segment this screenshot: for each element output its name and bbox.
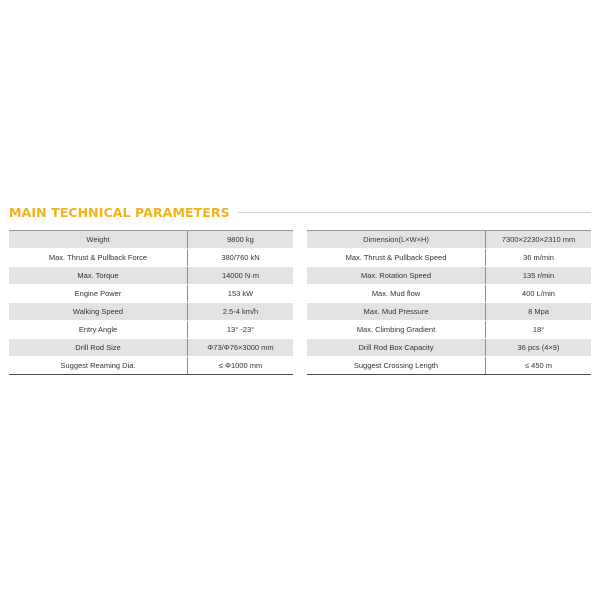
parameter-label: Max. Thrust & Pullback Force xyxy=(9,249,188,266)
table-row xyxy=(307,231,591,249)
section-header xyxy=(9,203,591,221)
parameter-label: Max. Torque xyxy=(9,267,188,284)
parameter-label: Weight xyxy=(9,231,188,248)
table-row xyxy=(307,357,591,374)
tables-container xyxy=(9,230,591,375)
parameter-label: Walking Speed xyxy=(9,303,188,320)
parameter-value: 36 pcs (4×9) xyxy=(517,343,560,352)
parameter-value: 9800 kg xyxy=(227,235,254,244)
parameter-value: 400 L/min xyxy=(522,289,555,298)
parameter-label: Max. Mud flow xyxy=(307,285,486,302)
table-row xyxy=(9,303,293,321)
parameter-value: 36 m/min xyxy=(523,253,554,262)
parameter-label: Engine Power xyxy=(9,285,188,302)
parameter-value: 153 kW xyxy=(227,289,254,298)
parameter-value: ≤ 450 m xyxy=(524,361,553,370)
table-row xyxy=(307,321,591,339)
right-parameters-table xyxy=(307,230,591,375)
section-title: MAIN TECHNICAL PARAMETERS xyxy=(9,204,230,220)
left-parameters-table xyxy=(9,230,293,375)
table-row xyxy=(9,357,293,374)
parameter-value: 380/760 kN xyxy=(221,253,260,262)
table-row xyxy=(9,249,293,267)
table-row xyxy=(9,231,293,249)
parameter-value: 8 Mpa xyxy=(528,307,549,316)
table-row xyxy=(307,267,591,285)
parameter-label: Drill Rod Size xyxy=(9,339,188,356)
parameter-value: 135 r/min xyxy=(522,271,555,280)
table-row xyxy=(9,321,293,339)
table-row xyxy=(307,339,591,357)
parameter-label: Max. Mud Pressure xyxy=(307,303,486,320)
parameter-label: Suggest Crossing Length xyxy=(307,357,486,374)
parameter-label: Max. Thrust & Pullback Speed xyxy=(307,249,486,266)
table-row xyxy=(9,285,293,303)
parameter-label: Suggest Reaming Dia. xyxy=(9,357,188,374)
parameter-value: 14000 N·m xyxy=(221,271,260,280)
parameter-value: Φ73/Φ76×3000 mm xyxy=(207,343,274,352)
parameter-value: ≤ Φ1000 mm xyxy=(218,361,263,370)
table-row xyxy=(307,303,591,321)
parameter-value: 2.5-4 km/h xyxy=(222,307,259,316)
parameter-label: Dimension(L×W×H) xyxy=(307,231,486,248)
parameters-section xyxy=(9,203,591,375)
parameter-label: Entry Angle xyxy=(9,321,188,338)
title-divider xyxy=(238,212,591,213)
table-row xyxy=(307,285,591,303)
table-row xyxy=(9,339,293,357)
parameter-label: Drill Rod Box Capacity xyxy=(307,339,486,356)
table-row xyxy=(307,249,591,267)
parameter-label: Max. Rotation Speed xyxy=(307,267,486,284)
parameter-value: 13° -23° xyxy=(226,325,255,334)
parameter-value: 18° xyxy=(532,325,545,334)
table-row xyxy=(9,267,293,285)
parameter-label: Max. Climbing Gradient xyxy=(307,321,486,338)
parameter-value: 7300×2230×2310 mm xyxy=(501,235,576,244)
